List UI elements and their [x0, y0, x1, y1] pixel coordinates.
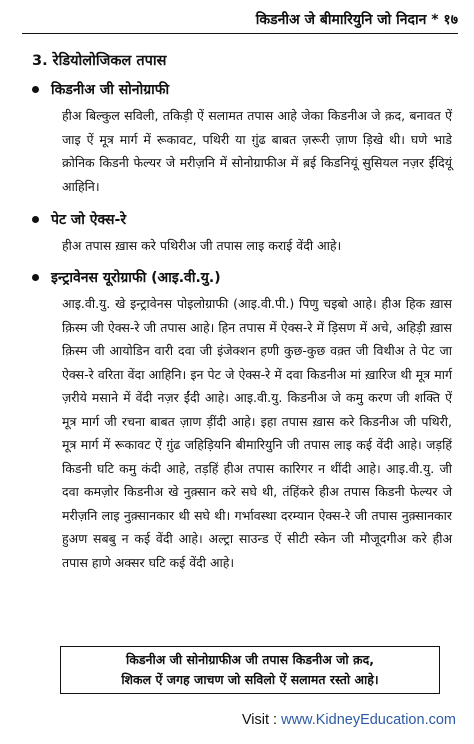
- footer-visit-label: Visit :: [241, 712, 282, 728]
- bullet-icon: [32, 274, 39, 281]
- xray-heading-text: पेट जो ऐक्स-रे: [51, 212, 127, 228]
- xray-paragraph: हीअ तपास ख़ास करे पथिरीअ जी तपास लाइ कराई वेंदी आहे।: [62, 238, 342, 253]
- header-rule: [22, 33, 458, 34]
- summary-note-line-1: किडनीअ जी सोनोग्राफीअ जी तपास किडनीअ जो क़द,: [126, 652, 374, 667]
- summary-note-box: [60, 646, 440, 694]
- bullet-icon: [32, 216, 39, 223]
- running-header-title: किडनीअ जे बीमारियुनि जो निदान * १७: [255, 11, 458, 28]
- summary-note-line-2: शिकल ऐं जगह जाचण जो सविलो ऐं सलामत रस्तो आहे।: [121, 672, 379, 687]
- sonography-heading: [32, 80, 169, 99]
- section-heading: 3. रेडियोलोजिकल तपास: [32, 53, 167, 69]
- footer-website-link[interactable]: www.KidneyEducation.com: [281, 712, 456, 728]
- ivu-heading-text: इन्ट्रावेनस यूरोग्राफी (आइ.वी.यु.): [51, 270, 221, 286]
- footer-visit: [242, 712, 456, 728]
- bullet-icon: [32, 86, 39, 93]
- ivu-heading: [32, 268, 221, 287]
- running-header: [22, 6, 458, 32]
- xray-heading: [32, 210, 126, 229]
- ivu-paragraph: आइ.वी.यु. खे इन्ट्रावेनस पोइलोग्राफी (आइ.वी.पी.) पिणु चइबो आहे। हीअ हिक ख़ास क़िस्म जी ऐक्स-रे जी तपास आहे। हिन तपास में ऐक्स-रे में ड़िसण में अचे, अहिड़ी ख़ास क़िस्म जी आयोडिन वारी दवा जी इंजेक्शन हणी कुछ-कुछ वक़्त जी विथीअ ते पेट जा ऐक्स-रे वरिता वेंदा आहिनि। इन पेट जे ऐक्स-रे में दवा किडनीअ मां ख़ारिज थी मूत्र मार्ग ज़रीये मसाने में वेंदी नज़र ईंदी आहे। आइ.वी.यु. किडनीअ जे कमु करण जी शक्ति ऐं मूत्र मार्ग जी रचना बाबत ज़ाण ड़ींदी आहे। इहा तपास ख़ास करे किडनीअ जी पथिरी, मूत्र मार्ग में रूकावट ऐं ग़ुंढ जहिड़ियनि बीमारियुनि जी तपास लाइ कई वेंदी आहे। जड़हिं किडनी घटि कमु कंदी आहे, तड़हिं हीअ तपास कारिगर न थींदी आहे। आइ.वी.यु. जी दवा कमज़ोर किडनीअ खे नुक़्सान करे सघे थी, तंहिंकरे हीअ तपास किडनी फेल्यर जे मरीज़नि लाइ नुक़्सानकार थी सघे थी। गर्भावस्था दरम्यान ऐक्स-रे जी तपास नुक़्सानकार हुअण सबबु न कई वेंदी आहे। अल्ट्रा साउन्ड ऐं सीटी स्केन जी मौजूदगीअ करे हीअ तपास हाणे अक्सर घटि कई वेंदी आहे।: [62, 296, 452, 570]
- sonography-paragraph: हीअ बिल्कुल सविली, तकिड़ी ऐं सलामत तपास आहे जेका किडनीअ जे क़द, बनावत ऐं जाइ ऐं मूत्र मार्ग में रूकावट, पथिरी या ग़ुंढ बाबत ज़रूरी ज़ाण ड़िखे थी। घणे भाडे क्रोनिक किडनी फेल्यर जे मरीज़नि में सोनोग्राफीअ में ब़ई किडनियूं सुसियल नज़र ईंदियूं आहिनि।: [62, 108, 452, 194]
- sonography-heading-text: किडनीअ जी सोनोग्राफी: [51, 82, 170, 98]
